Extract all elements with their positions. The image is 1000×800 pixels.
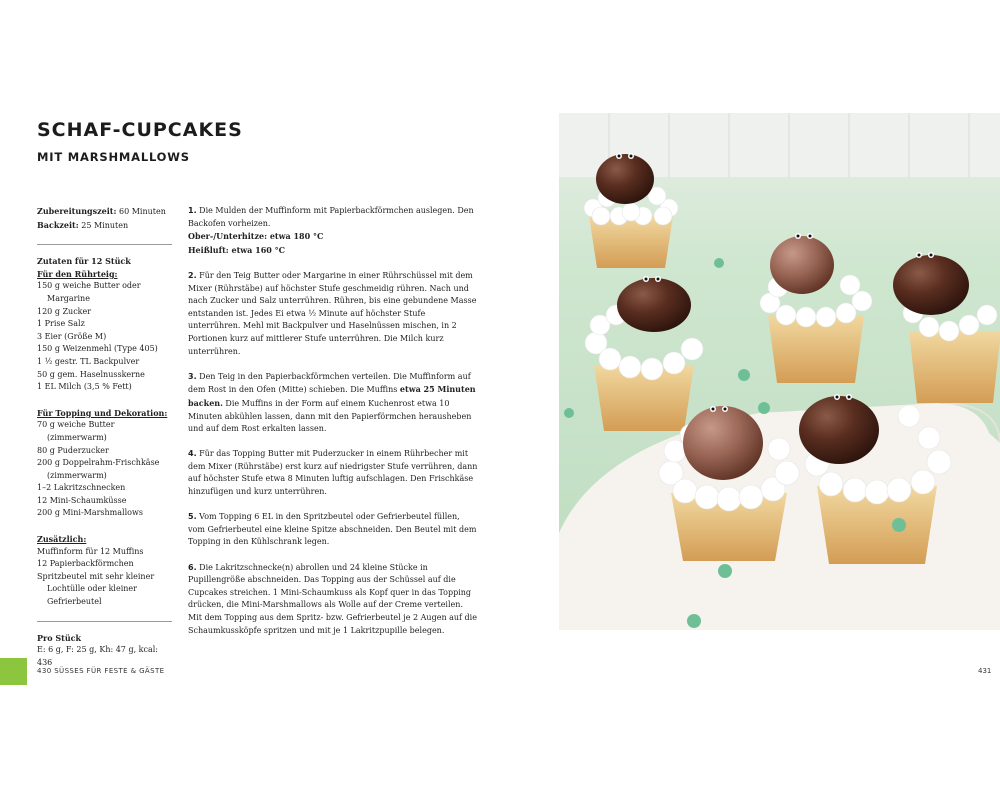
step-text: Die Mulden der Muffinform mit Papierbackförmchen auslegen. Den Backofen vorheizen.	[188, 206, 474, 228]
nutrition-heading: Pro Stück	[37, 632, 82, 643]
step-text: Für den Teig Butter oder Margarine in einer Rührschüssel mit dem Mixer (Rührstäbe) auf höchster Stufe geschmeidig rühren. Nach und nach Zucker und Salz unterrühren. Rühren, bis eine gebundene Masse entstanden ist. Jedes Ei etwa ½ Minute auf höchster Stufe unterrühren. Mehl mit Backpulver und Haselnüssen mischen, in 2 Portionen kurz auf mittlerer Stufe unterrühren. Die Milch kurz unterrühren.	[188, 270, 477, 356]
step-4	[188, 448, 478, 498]
prep-time-label: Zubereitungszeit:	[37, 206, 117, 216]
ingredient-item: 150 g weiche Butter oder Margarine	[37, 281, 141, 303]
ingredient-item: 200 g Mini-Marshmallows	[37, 508, 143, 518]
step-number: 2.	[188, 270, 197, 280]
step-text: Vom Topping 6 EL in den Spritzbeutel oder Gefrierbeutel füllen, vom Gefrierbeutel eine kleine Spitze abschneiden. Den Beutel mit dem Topping in den Kühlschrank legen.	[188, 512, 477, 547]
extra-heading: Zusätzlich:	[37, 534, 87, 545]
section-title: SÜSSES FÜR FESTE & GÄSTE	[54, 667, 165, 675]
footer-left	[37, 667, 164, 675]
page-number-left: 430	[37, 667, 52, 675]
ingredient-item: 1 EL Milch (3,5 % Fett)	[37, 382, 132, 392]
prep-time	[37, 205, 173, 219]
ingredient-item: 150 g Weizenmehl (Type 405)	[37, 344, 158, 354]
step-number: 3.	[188, 371, 197, 381]
bake-time	[37, 219, 173, 233]
step-number: 1.	[188, 206, 197, 215]
ingredient-item: 1 ½ gestr. TL Backpulver	[37, 356, 140, 366]
ingredient-item: 1 Prise Salz	[37, 319, 85, 329]
section-color-tab	[0, 658, 27, 685]
step-highlight: etwa 25 Minuten backen.	[188, 384, 476, 408]
step-highlight: Ober-/Unterhitze: etwa 180 °C	[188, 231, 324, 242]
prep-time-value: 60 Minuten	[116, 207, 166, 216]
page-number-right: 431	[978, 667, 992, 675]
step-number: 4.	[188, 449, 197, 459]
step-text: Die Muffins in der Form auf einem Kuchenrost etwa 10 Minuten abkühlen lassen, dann mit den Papierförmchen herausheben und auf dem Rost erkalten lassen.	[188, 398, 472, 434]
ingredient-item: 3 Eier (Größe M)	[37, 331, 107, 341]
ingredient-item: Muffinform für 12 Muffins	[37, 546, 144, 556]
step-text: Für das Topping Butter mit Puderzucker in einem Rührbecher mit dem Mixer (Rührstäbe) erst kurz auf niedrigster Stufe verrühren, dann auf höchster Stufe etwa 8 Minuten luftig aufschlagen. Den Frischkäse hinzufügen und kurz unterrühren.	[188, 449, 478, 497]
step-text: Den Teig in den Papierbackförmchen verteilen. Die Muffinform auf dem Rost in den Ofen (Mitte) schieben. Die Muffins	[188, 371, 471, 395]
bake-time-value: 25 Minuten	[78, 220, 129, 230]
step-6	[188, 562, 478, 638]
topping-heading: Für Topping und Dekoration:	[37, 407, 168, 418]
ingredient-item: 120 g Zucker	[37, 306, 92, 316]
ingredient-item: Spritzbeutel mit sehr kleiner Lochtülle oder kleiner Gefrierbeutel	[37, 571, 155, 607]
step-highlight: Heißluft: etwa 160 °C	[188, 244, 285, 255]
page-title: SCHAF-CUPCAKES	[37, 119, 243, 141]
bake-time-label: Backzeit:	[37, 219, 79, 230]
step-3	[188, 371, 478, 436]
step-2	[188, 270, 478, 358]
recipe-steps	[188, 205, 478, 650]
ingredient-item: 80 g Puderzucker	[37, 445, 109, 455]
divider	[37, 244, 172, 245]
recipe-sidebar	[37, 205, 173, 669]
step-text: Die Lakritzschnecke(n) abrollen und 24 kleine Stücke in Pupillengröße abschneiden. Das Topping aus der Schüssel auf die Cupcakes streichen. 1 Mini-Schaumkuss als Kopf quer in das Topping drücken, die Mini-Marshmallows als Wolle auf der Creme verteilen. Mit dem Topping aus dem Spritz- bzw. Gefrierbeutel je 2 Augen auf die Schaumkussköpfe spritzen und mit je 1 Lakritzpupille belegen.	[188, 562, 477, 635]
page-subtitle: MIT MARSHMALLOWS	[37, 150, 190, 164]
dough-heading: Für den Rührteig:	[37, 268, 118, 279]
step-number: 6.	[188, 562, 197, 572]
cupcake-photo	[559, 113, 1000, 630]
step-1	[188, 205, 478, 257]
ingredient-item: 70 g weiche Butter (zimmerwarm)	[37, 420, 115, 442]
ingredient-item: 50 g gem. Haselnusskerne	[37, 369, 145, 379]
nutrition-value: E: 6 g, F: 25 g, Kh: 47 g, kcal: 436	[37, 645, 158, 667]
ingredient-item: 1–2 Lakritzschnecken	[37, 483, 126, 493]
ingredient-item: 200 g Doppelrahm-Frischkäse (zimmerwarm)	[37, 458, 160, 480]
step-5	[188, 511, 478, 549]
divider	[37, 621, 172, 622]
ingredient-item: 12 Mini-Schaumküsse	[37, 495, 127, 505]
step-number: 5.	[188, 512, 197, 522]
ingredient-item: 12 Papierbackförmchen	[37, 559, 134, 569]
ingredients-heading: Zutaten für 12 Stück	[37, 256, 131, 267]
